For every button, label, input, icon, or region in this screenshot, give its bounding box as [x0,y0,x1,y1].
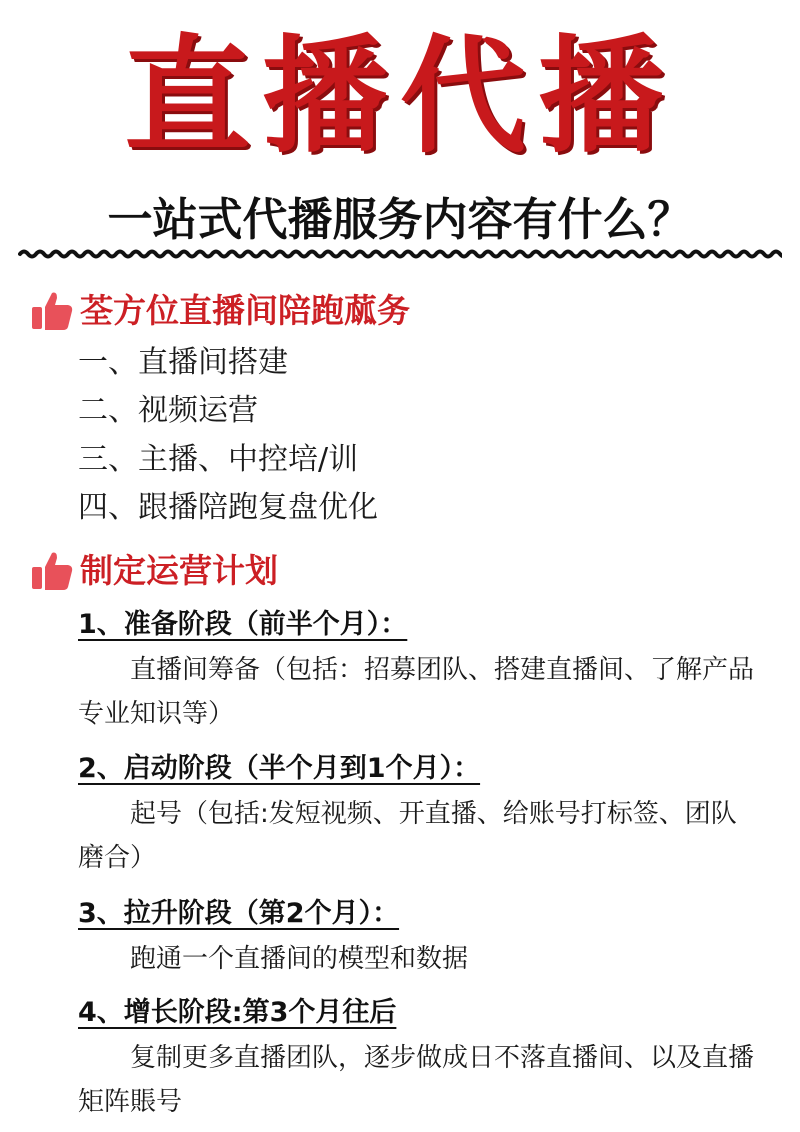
section-heading-label: 荃方位直播间陪跑蓏务 [80,291,410,330]
stage-title: 2、启动阶段（半个月到1个月）： [78,753,481,784]
stage-title: 1、准备阶段（前半个月）： [78,609,408,640]
service-item: 二、视频运营 [78,393,258,428]
stage-description: 起号（包括:发短视频、开直播、给账号打标签、团队磨合） [78,799,737,873]
stage-description: 复制更多直播团队，逐步做成日不落直播间、以及直播矩阵賬号 [78,1043,755,1117]
page-subtitle: 一站式代播服务内容有什么？ [107,193,693,246]
thumbs-up-icon [30,289,74,333]
service-item: 一、直播间搭建 [78,345,288,380]
stage-title: 3、拉升阶段（第2个月）： [78,898,400,929]
page-title: 直播代播 [124,23,676,170]
stage-description: 直播间筹备（包括：招募团队、搭建直播间、了解产品专业知识等） [78,655,755,729]
section-heading-service [30,288,410,334]
service-item: 四、跟播陪跑复盘优化 [78,490,378,525]
wavy-divider [18,244,782,264]
section-heading-plan [30,548,278,594]
service-item: 三、主播、中控培/训 [78,442,359,477]
section-heading-label: 制定运营计划 [80,551,278,590]
stage-description: 跑通一个直播间的模型和数据 [130,944,469,974]
thumbs-up-icon [30,549,74,593]
stage-title: 4、增长阶段:第3个月往后 [78,997,397,1028]
